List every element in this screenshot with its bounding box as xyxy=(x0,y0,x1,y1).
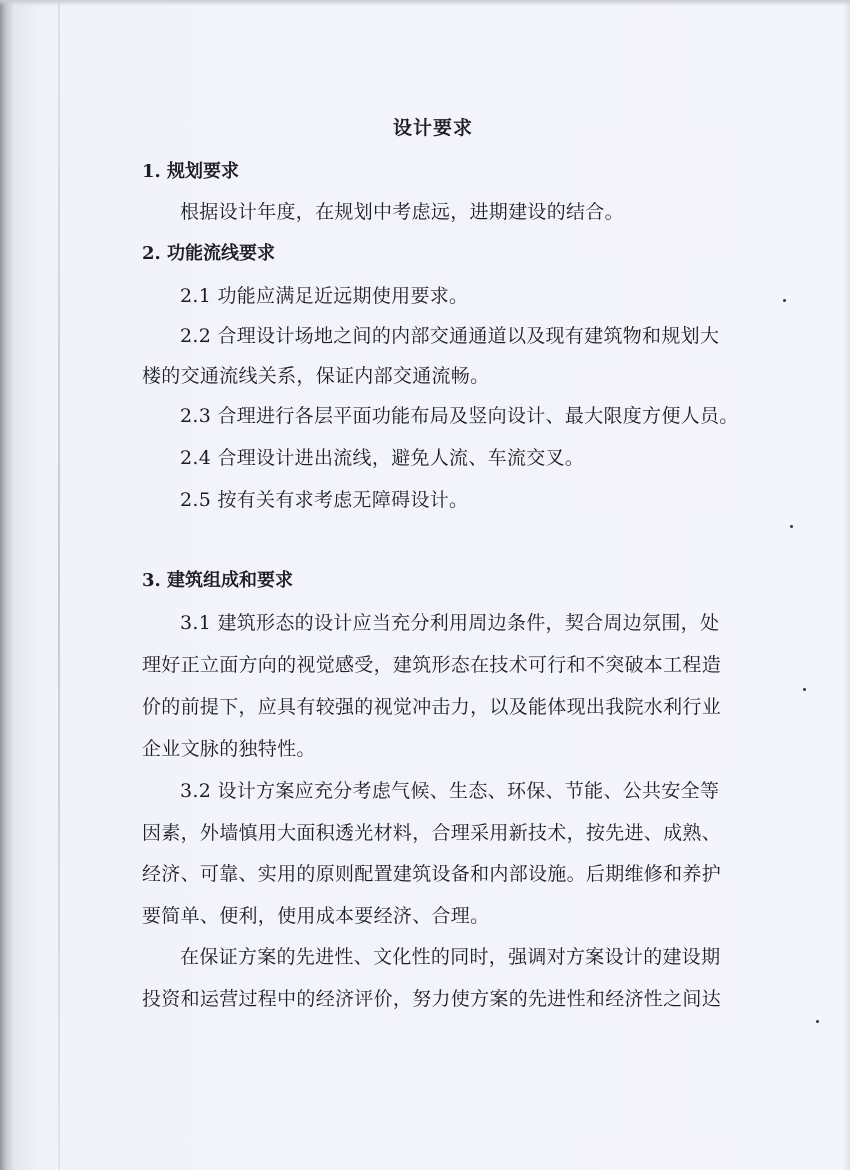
scan-speck xyxy=(783,299,786,302)
paragraph-line: 经济、可靠、实用的原则配置建筑设备和内部设施。后期维修和养护 xyxy=(142,863,722,885)
section-heading-function-flow: 2. 功能流线要求 xyxy=(142,243,276,264)
scan-speck xyxy=(803,688,806,691)
scan-speck xyxy=(816,1020,819,1023)
paragraph-line: 2.2 合理设计场地之间的内部交通通道以及现有建筑物和规划大 xyxy=(180,325,720,347)
paragraph-line: 企业文脉的独特性。 xyxy=(142,738,316,760)
scan-speck xyxy=(790,525,793,528)
paragraph-line: 3.1 建筑形态的设计应当充分利用周边条件，契合周边氛围，处 xyxy=(180,612,720,634)
paragraph-line: 楼的交通流线关系，保证内部交通流畅。 xyxy=(142,365,490,387)
paragraph-line: 3.2 设计方案应充分考虑气候、生态、环保、节能、公共安全等 xyxy=(180,780,720,802)
paragraph-line: 因素，外墙慎用大面积透光材料，合理采用新技术，按先进、成熟、 xyxy=(142,822,722,844)
section-heading-planning: 1. 规划要求 xyxy=(142,161,240,182)
paragraph-line: 投资和运营过程中的经济评价，努力使方案的先进性和经济性之间达 xyxy=(142,988,722,1010)
section-heading-building-composition: 3. 建筑组成和要求 xyxy=(142,570,294,591)
paragraph-line: 2.3 合理进行各层平面功能布局及竖向设计、最大限度方便人员。 xyxy=(180,405,739,427)
paragraph-line: 理好正立面方向的视觉感受，建筑形态在技术可行和不突破本工程造 xyxy=(142,654,722,676)
document-title: 设计要求 xyxy=(393,117,474,139)
paragraph-line: 根据设计年度，在规划中考虑远，进期建设的结合。 xyxy=(180,201,624,223)
paragraph-line: 价的前提下，应具有较强的视觉冲击力，以及能体现出我院水利行业 xyxy=(142,696,722,718)
paragraph-line: 要简单、便利，使用成本要经济、合理。 xyxy=(142,905,490,927)
paragraph-line: 2.1 功能应满足近远期使用要求。 xyxy=(180,285,469,307)
paragraph-line: 2.5 按有关有求考虑无障碍设计。 xyxy=(180,489,469,511)
paragraph-line: 在保证方案的先进性、文化性的同时，强调对方案设计的建设期 xyxy=(180,946,721,968)
paragraph-line: 2.4 合理设计进出流线，避免人流、车流交叉。 xyxy=(180,447,585,469)
